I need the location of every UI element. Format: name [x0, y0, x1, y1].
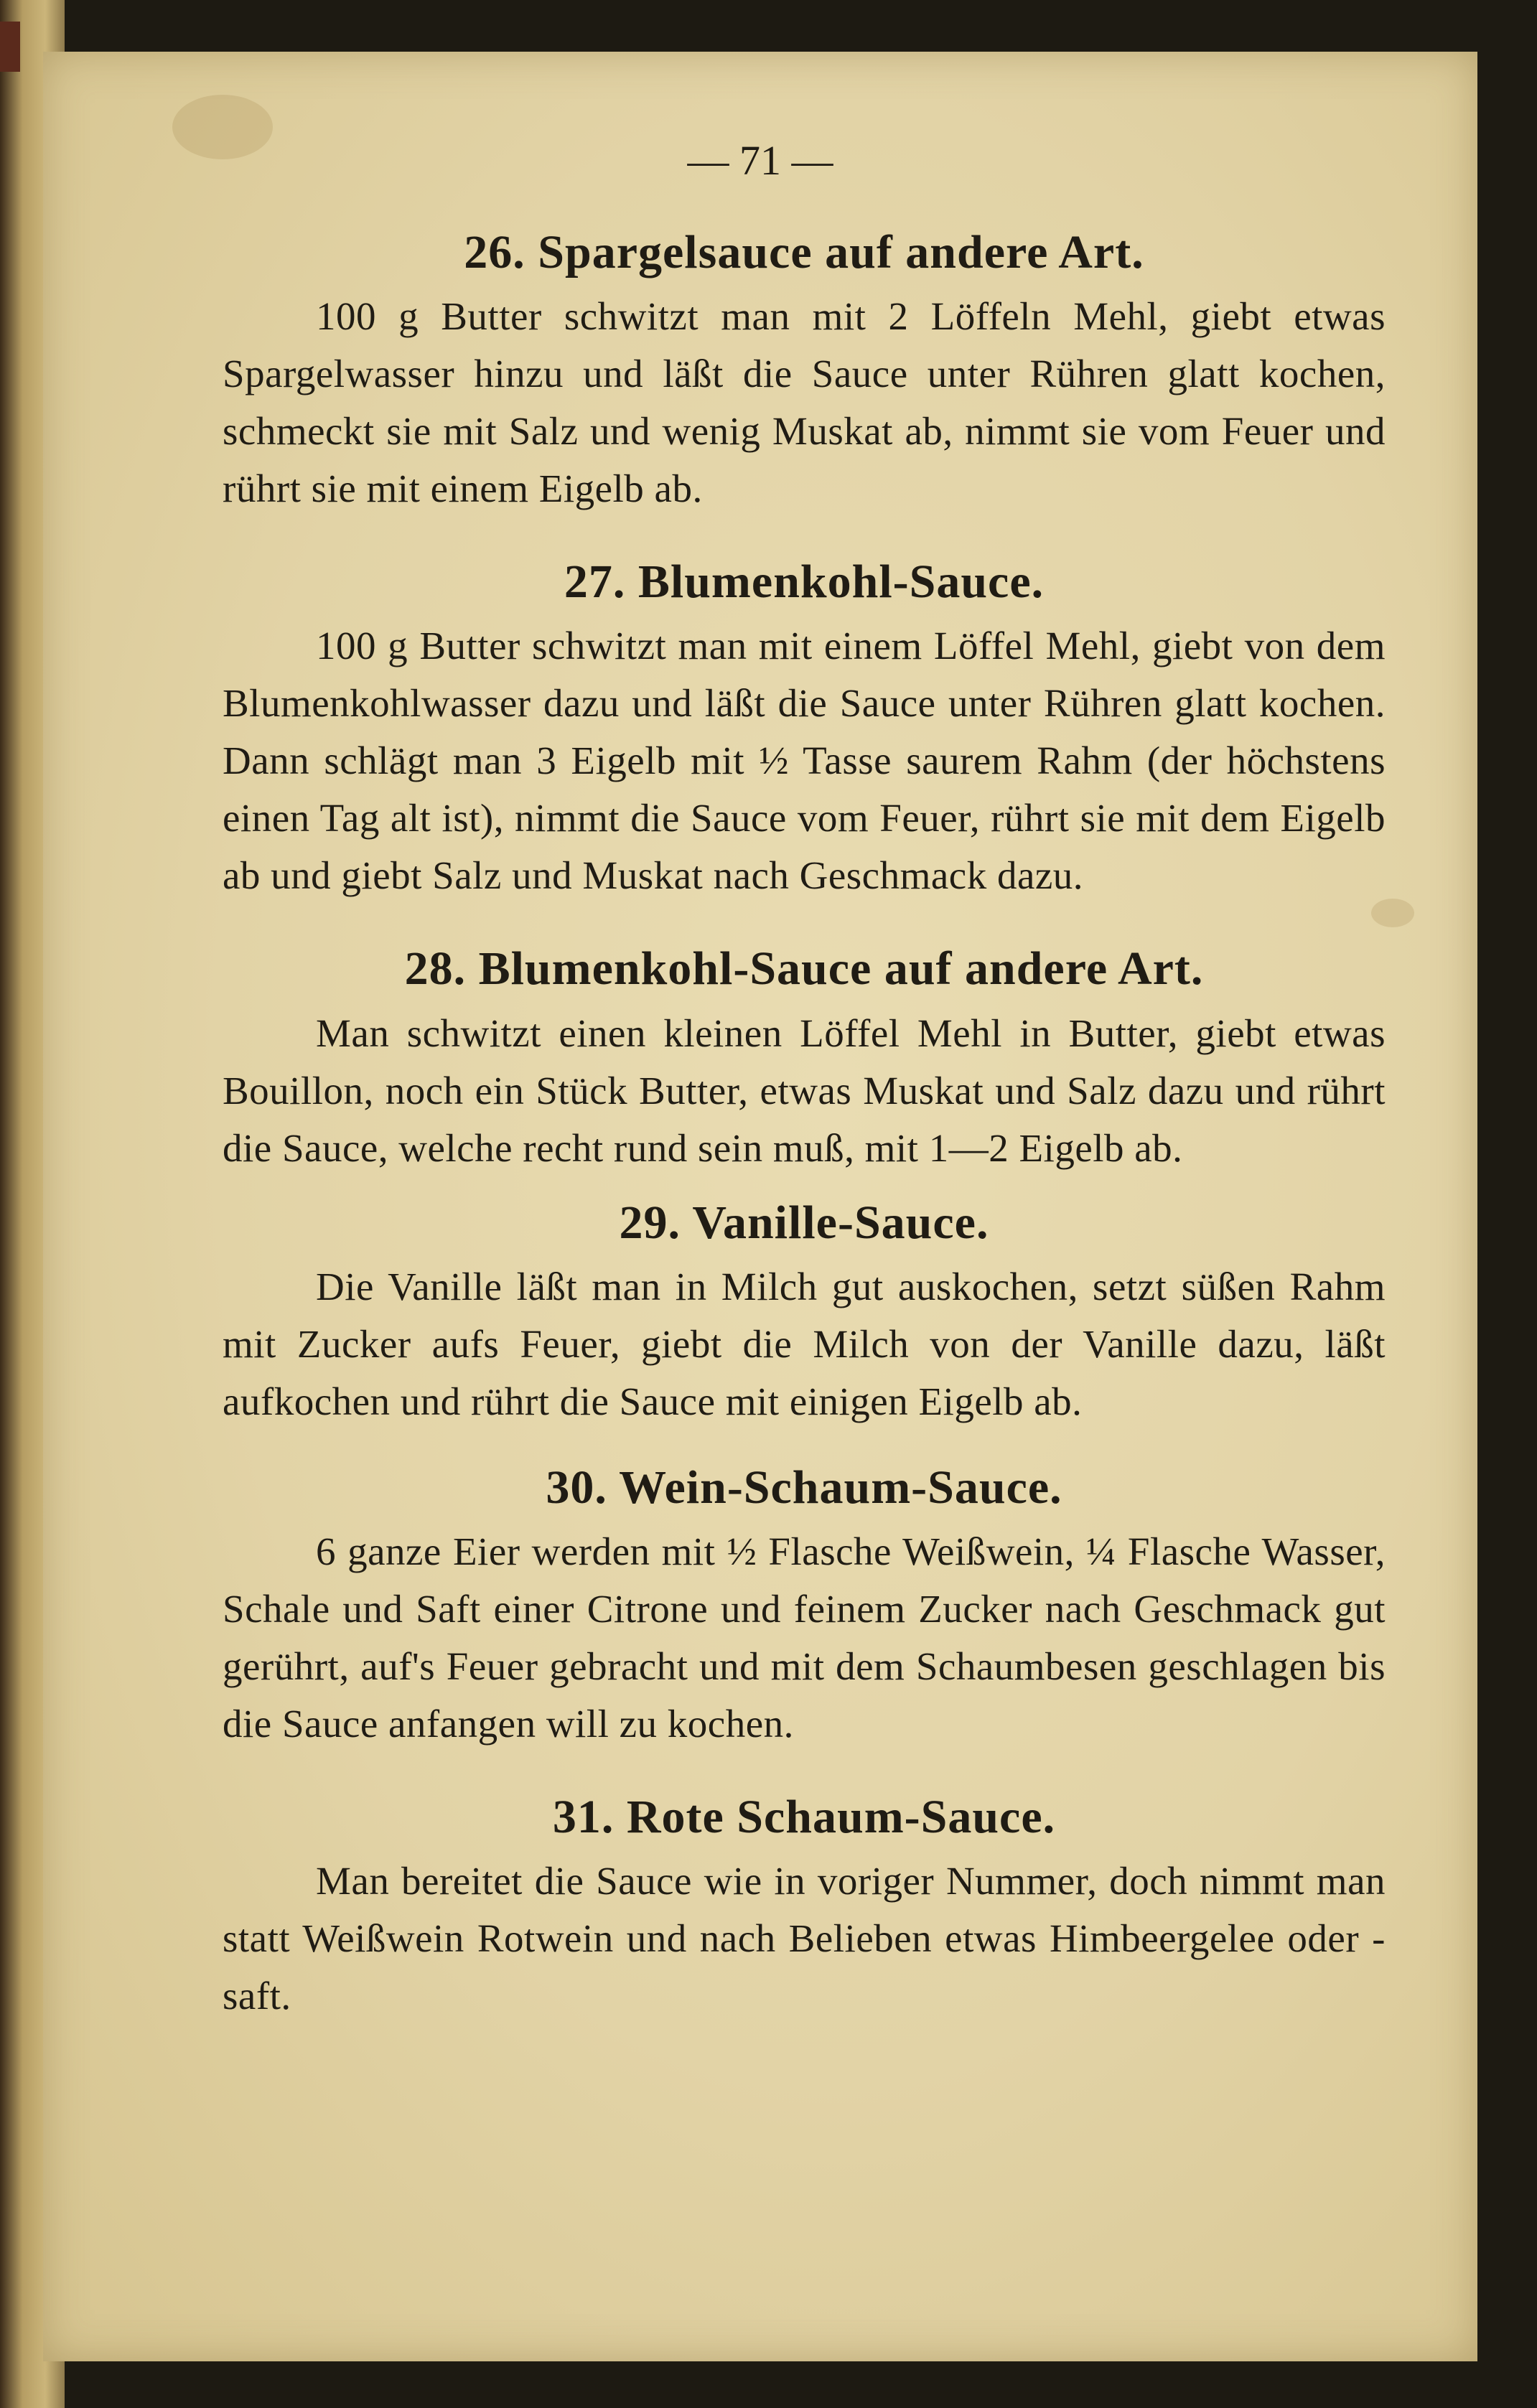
page-number: — 71 —: [687, 137, 833, 184]
recipe-title: 27. Blumenkohl-Sauce.: [564, 556, 1045, 609]
binding-strip: [0, 22, 20, 72]
recipe-title: 30. Wein-Schaum-Sauce.: [546, 1461, 1062, 1514]
book-page: [43, 52, 1477, 2361]
recipe-text: Man schwitzt einen kleinen Löffel Mehl in Butter, giebt etwas Bouillon, noch ein Stück Butter, etwas Muskat und Salz dazu und rührt die Sauce, welche recht rund sein muß, mit 1—2 Eigelb ab.: [223, 1011, 1386, 1170]
recipe-text: 100 g Butter schwitzt man mit einem Löffel Mehl, giebt von dem Blumenkohlwasser dazu und läßt die Sauce unter Rühren glatt kochen. Dann schlägt man 3 Eigelb mit ½ Tasse saurem Rahm (der höchstens einen Tag alt ist), nimmt die Sauce vom Feuer, rührt sie mit dem Eigelb ab und giebt Salz und Muskat nach Geschmack dazu.: [223, 624, 1386, 898]
recipe-text: Die Vanille läßt man in Milch gut auskochen, setzt süßen Rahm mit Zucker aufs Feuer, giebt die Milch von der Vanille dazu, läßt aufkochen und rührt die Sauce mit einigen Eigelb ab.: [223, 1264, 1386, 1423]
recipe-29: [223, 1194, 1386, 1430]
recipe-text: 100 g Butter schwitzt man mit 2 Löffeln Mehl, giebt etwas Spargelwasser hinzu und läßt die Sauce unter Rühren glatt kochen, schmeckt sie mit Salz und wenig Muskat ab, nimmt sie vom Feuer und rührt sie mit einem Eigelb ab.: [223, 294, 1386, 511]
recipe-26: [223, 224, 1386, 517]
page-content: [223, 224, 1386, 2025]
recipe-title: 31. Rote Schaum-Sauce.: [552, 1790, 1056, 1843]
recipe-title: 26. Spargelsauce auf andere Art.: [464, 226, 1144, 278]
recipe-text: Man bereitet die Sauce wie in voriger Nummer, doch nimmt man statt Weißwein Rotwein und nach Belieben etwas Himbeergelee oder -saft.: [223, 1859, 1386, 2018]
recipe-title: 29. Vanille-Sauce.: [619, 1196, 989, 1249]
recipe-28: [223, 940, 1386, 1176]
recipe-title: 28. Blumenkohl-Sauce auf andere Art.: [404, 942, 1204, 995]
recipe-text: 6 ganze Eier werden mit ½ Flasche Weißwein, ¼ Flasche Wasser, Schale und Saft einer Citrone und feinem Zucker nach Geschmack gut gerührt, auf's Feuer gebracht und mit dem Schaumbesen geschlagen bis die Sauce anfangen will zu kochen.: [223, 1529, 1386, 1746]
recipe-27: [223, 553, 1386, 904]
recipe-31: [223, 1789, 1386, 2025]
recipe-30: [223, 1459, 1386, 1753]
